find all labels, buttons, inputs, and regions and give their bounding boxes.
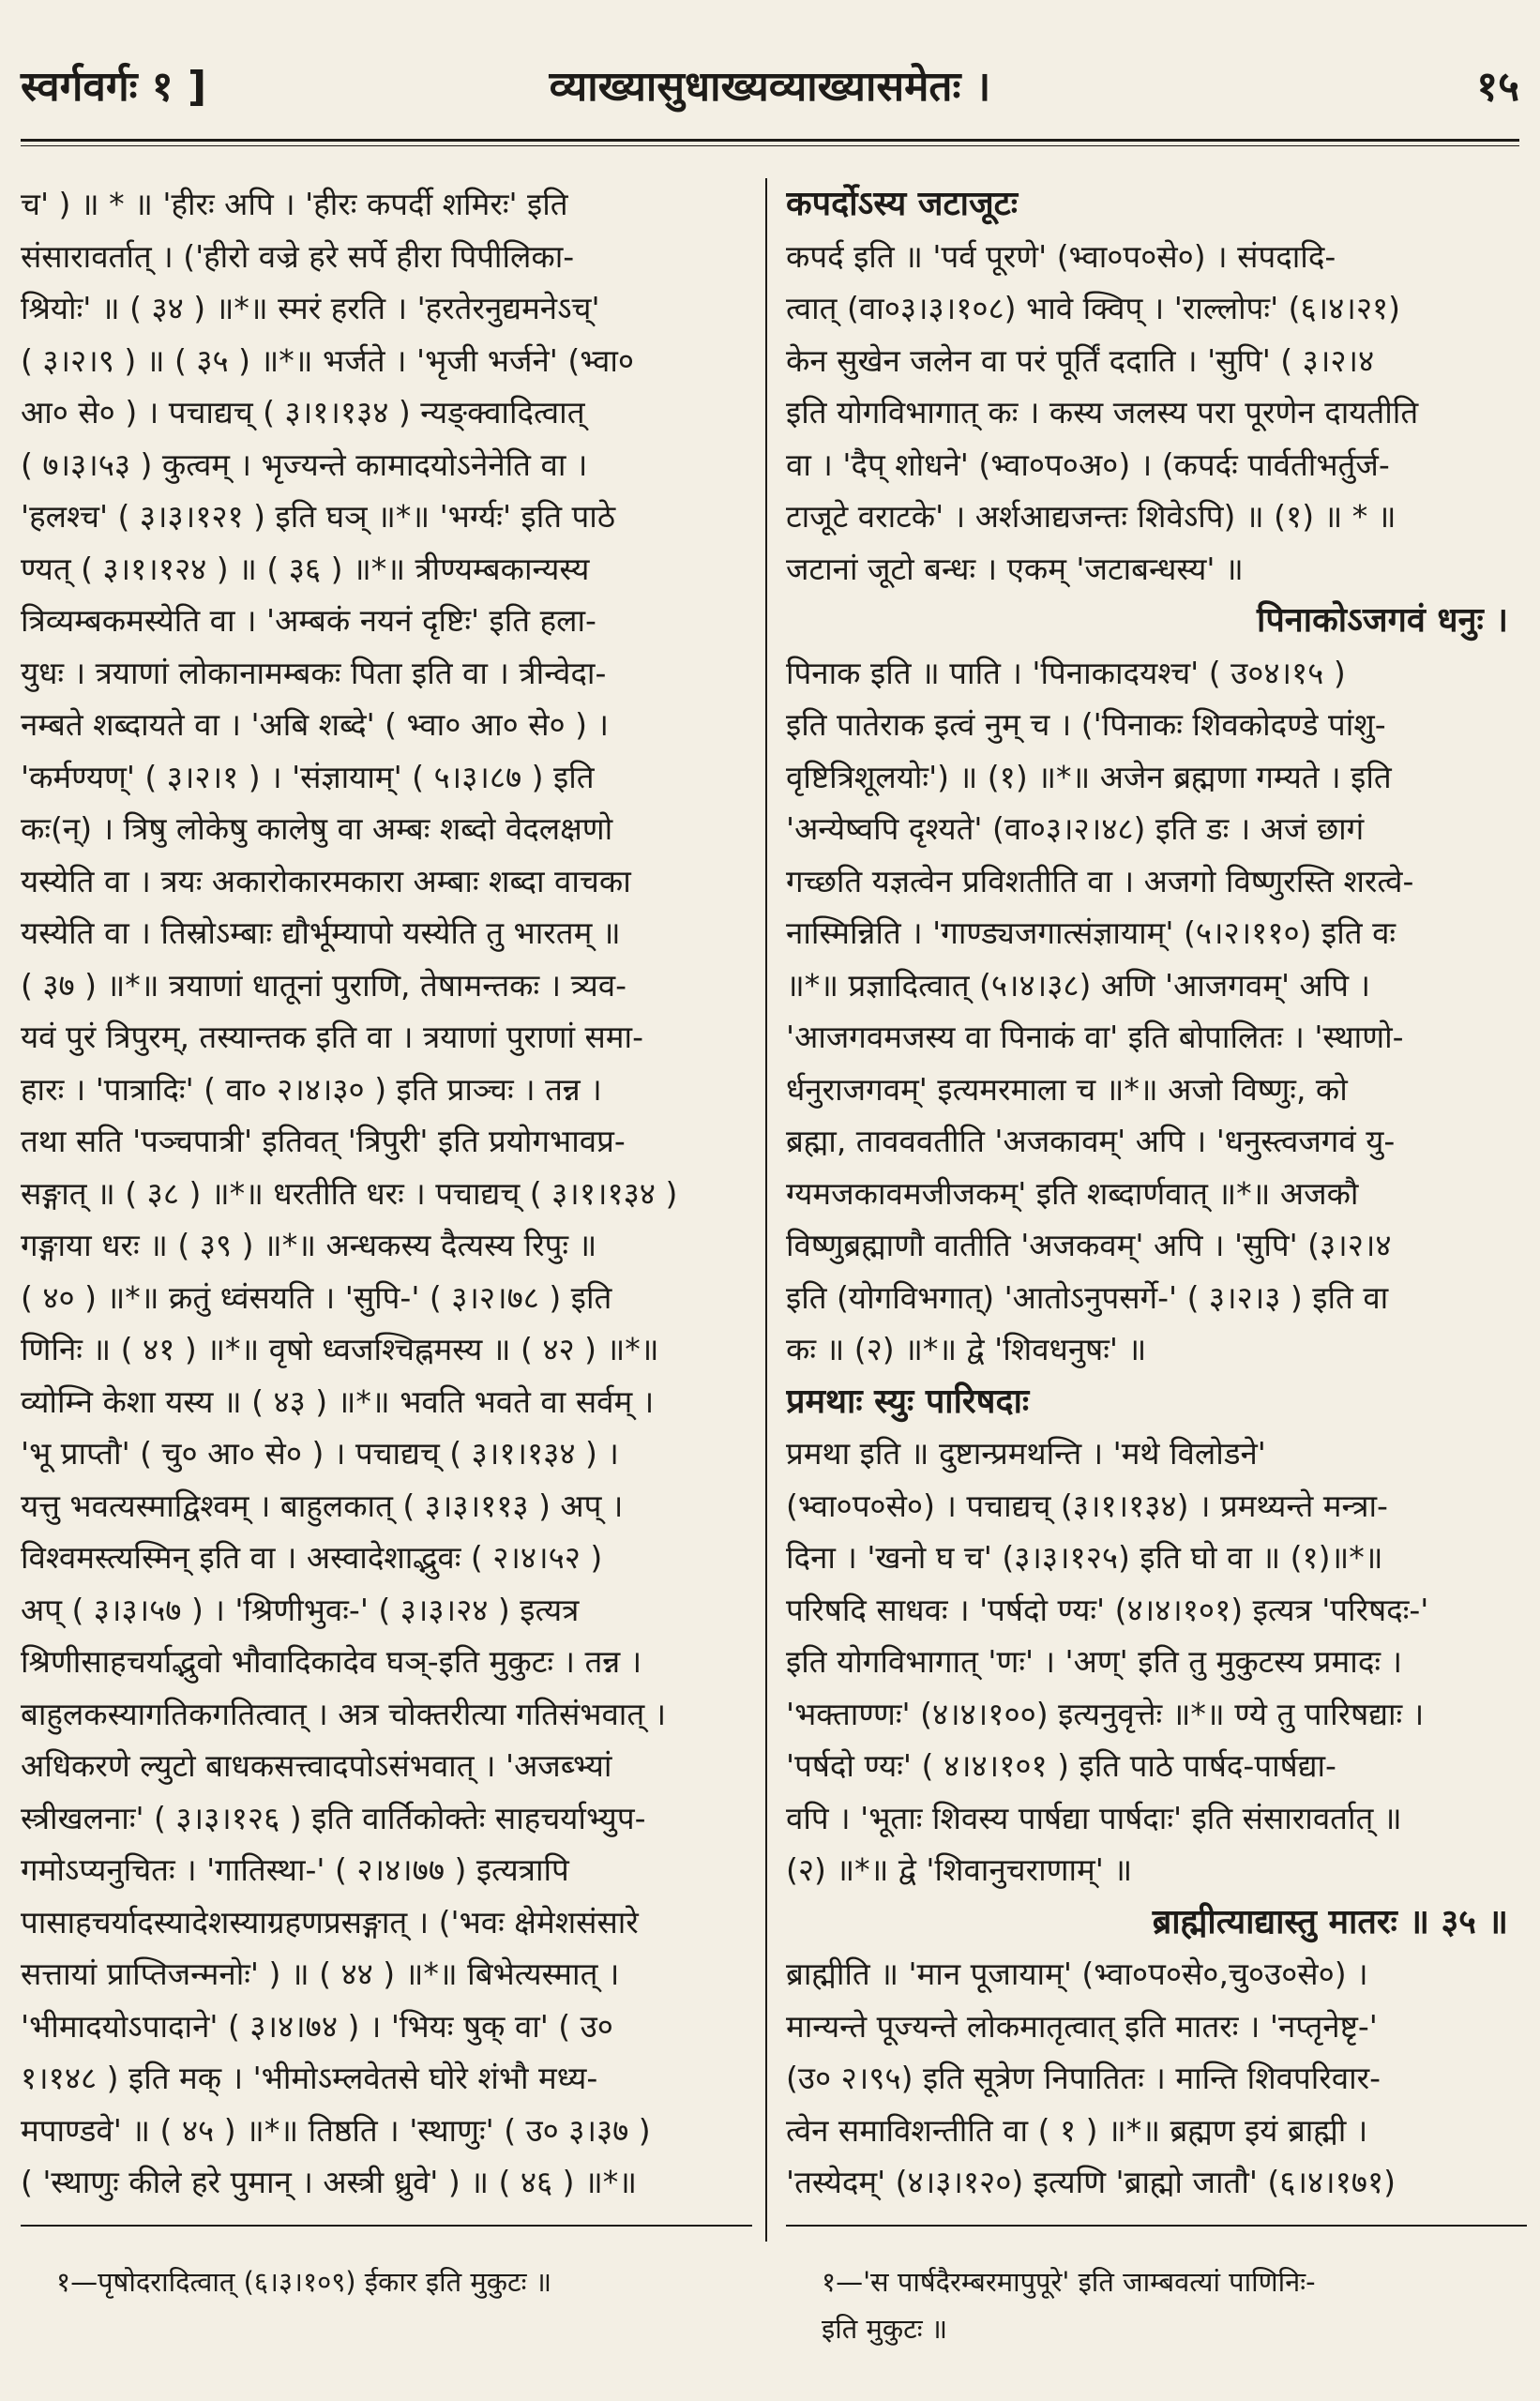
left-text-line: नम्बते शब्दायते वा । 'अबि शब्दे' ( भ्वा० आ० से० ) । bbox=[21, 706, 610, 743]
right-text-line: प्रमथा इति ॥ दुष्टान्प्रमथन्ति । 'मथे विलोडने' bbox=[786, 1435, 1266, 1472]
right-text-line: दिना । 'खनो घ च' (३।३।१२५) इति घो वा ॥ (१)॥*॥ bbox=[786, 1539, 1383, 1576]
left-text-line: 'भू प्राप्तौ' ( चु० आ० से० ) । पचाद्यच् ( ३।१।१३४ ) । bbox=[21, 1435, 619, 1472]
right-text-line: टाजूटे वराटके' । अर्शआद्यजन्तः शिवेऽपि) ॥ (१) ॥ * ॥ bbox=[786, 498, 1397, 535]
right-text-line: (२) ॥*॥ द्वे 'शिवानुचराणाम्' ॥ bbox=[786, 1851, 1133, 1888]
left-text-line: संसारावर्तात् । ('हीरो वज्रे हरे सर्पे हीरा पिपीलिका- bbox=[21, 237, 575, 275]
left-text-line: 'हलश्च' ( ३।३।१२१ ) इति घञ् ॥*॥ 'भर्ग्यः' इति पाठे bbox=[21, 498, 616, 535]
left-text-line bbox=[21, 2209, 752, 2214]
right-text-line: वृष्टित्रिशूलयोः') ॥ (१) ॥*॥ अजेन ब्रह्मणा गम्यते । इति bbox=[786, 758, 1392, 795]
footnote-left bbox=[56, 2258, 750, 2305]
section-label: स्वर्गवर्गः १ ] bbox=[21, 63, 207, 111]
right-text-line: केन सुखेन जलेन वा परं पूर्तिं ददाति । 'सुपि' ( ३।२।४ bbox=[786, 341, 1375, 379]
left-text-line: गङ्गाया धरः ॥ ( ३९ ) ॥*॥ अन्धकस्य दैत्यस्य रिपुः ॥ bbox=[21, 1227, 597, 1263]
right-text-line: वा । 'दैप् शोधने' (भ्वा०प०अ०) । (कपर्दः पार्वतीभर्तुर्ज- bbox=[786, 445, 1390, 483]
left-text-line: ( ७।३।५३ ) कुत्वम् । भृज्यन्ते कामादयोऽनेनेति वा । bbox=[21, 445, 588, 483]
right-text-line: इति योगविभागात् कः । कस्य जलस्य परा पूरणेन दायतीति bbox=[786, 394, 1419, 430]
right-text-line: इति पातेराक इत्वं नुम् च । ('पिनाकः शिवकोदण्डे पांशु- bbox=[786, 706, 1386, 743]
left-text-line: सत्तायां प्राप्तिजन्मनोः' ) ॥ ( ४४ ) ॥*॥ बिभेत्यस्मात् । bbox=[21, 1956, 620, 1992]
left-text-line: अप् ( ३।३।५७ ) । 'श्रिणीभुवः-' ( ३।३।२४ ) इत्यत्र bbox=[21, 1591, 580, 1628]
right-text-line: परिषदि साधवः । 'पर्षदो ण्यः' (४।४।१०१) इत्यत्र 'परिषदः-' bbox=[786, 1591, 1429, 1628]
left-text-line: मपाण्डवे' ॥ ( ४५ ) ॥*॥ तिष्ठति । 'स्थाणुः' ( उ० ३।३७ ) bbox=[21, 2111, 651, 2149]
right-text-line: इति (योगविभगात्) 'आतोऽनुपसर्गे-' ( ३।२।३ ) इति वा bbox=[786, 1278, 1389, 1316]
right-text-line: 'अन्येष्वपि दृश्यते' (वा०३।२।४८) इति डः । अजं छागं bbox=[786, 810, 1365, 847]
left-text-line: बाहुलकस्यागतिकगतित्वात् । अत्र चोक्तरीत्या गतिसंभवात् । bbox=[21, 1695, 667, 1732]
left-text-line: 'भीमादयोऽपादाने' ( ३।४।७४ ) । 'भियः षुक् वा' ( उ० bbox=[21, 2007, 613, 2045]
right-column bbox=[786, 178, 1527, 2213]
left-text-line: यस्येति वा । तिस्रोऽम्बाः द्यौर्भूम्यापो यस्येति तु भारतम् ॥ bbox=[21, 914, 621, 951]
left-text-line: यवं पुरं त्रिपुरम्, तस्यान्तक इति वा । त्रयाणां पुराणां समा- bbox=[21, 1019, 643, 1055]
right-text-line: जटानां जूटो बन्धः । एकम् 'जटाबन्धस्य' ॥ bbox=[786, 550, 1244, 587]
right-text-line: मान्यन्ते पूज्यन्ते लोकमातृत्वात् इति मातरः । 'नप्तृनेष्टृ-' bbox=[786, 2007, 1378, 2045]
right-text-line: पिनाक इति ॥ पाति । 'पिनाकादयश्च' ( उ०४।१५ ) bbox=[786, 654, 1346, 691]
left-text-line: च' ) ॥ * ॥ 'हीरः अपि । 'हीरः कपर्दी शमिरः' इति bbox=[21, 186, 568, 222]
left-text-line: यत्तु भवत्यस्माद्विश्वम् । बाहुलकात् ( ३।३।११३ ) अप् । bbox=[21, 1487, 624, 1524]
right-text-line: ग्यमजकावमजीजकम्' इति शब्दार्णवात् ॥*॥ अजकौ bbox=[786, 1174, 1359, 1212]
footnote-right-line-1: १—'स पार्षदैरम्बरमापुपूरे' इति जाम्बवत्यां पाणिनिः- bbox=[822, 2266, 1316, 2298]
right-text-line: त्वात् (वा०३।३।१०८) भावे क्विप् । 'राल्लोपः' (६।४।२१) bbox=[786, 290, 1401, 326]
right-text-line: गच्छति यज्ञत्वेन प्रविशतीति वा । अजगो विष्णुरस्ति शरत्वे- bbox=[786, 862, 1414, 899]
right-text-line: 'भक्ताण्णः' (४।४।१००) इत्यनुवृत्तेः ॥*॥ ण्ये तु पारिषद्याः । bbox=[786, 1695, 1425, 1732]
left-text-line: कः(न्) । त्रिषु लोकेषु कालेषु वा अम्बः शब्दो वेदलक्षणो bbox=[21, 810, 613, 847]
verse-heading: प्रमथाः स्युः पारिषदाः bbox=[786, 1382, 1030, 1421]
left-column bbox=[21, 178, 752, 2213]
right-text-line: नास्मिन्निति । 'गाण्ड्यजगात्संज्ञायाम्' (५।२।११०) इति वः bbox=[786, 914, 1397, 951]
right-text-line: ॥*॥ प्रज्ञादित्वात् (५।४।३८) अणि 'आजगवम्' अपि । bbox=[786, 966, 1371, 1004]
right-text-line: र्धनुराजगवम्' इत्यमरमाला च ॥*॥ अजो विष्णुः, को bbox=[786, 1070, 1348, 1108]
verse-heading: ब्राह्मीत्याद्यास्तु मातरः ॥ ३५ ॥ bbox=[1152, 1902, 1508, 1941]
footnote-right bbox=[822, 2258, 1527, 2352]
right-text-line: 'तस्येदम्' (४।३।१२०) इत्यणि 'ब्राह्मो जातौ' (६।४।१७१) bbox=[786, 2164, 1396, 2200]
left-text-line: हारः । 'पात्रादिः' ( वा० २।४।३० ) इति प्राञ्चः । तन्न । bbox=[21, 1070, 602, 1108]
right-text-line: त्वेन समाविशन्तीति वा ( १ ) ॥*॥ ब्रह्मण इयं ब्राह्मी । bbox=[786, 2111, 1368, 2149]
verse-heading: पिनाकोऽजगवं धनुः । bbox=[1257, 601, 1508, 640]
left-text-line: अधिकरणे ल्युटो बाधकसत्त्वादपोऽसंभवात् । 'अजब्भ्यां bbox=[21, 1747, 612, 1784]
column-divider bbox=[765, 178, 767, 2242]
footnote-left-text: १—पृषोदरादित्वात् (६।३।१०९) ईकार इति मुकुटः ॥ bbox=[56, 2266, 552, 2298]
left-text-line: ( ३।२।९ ) ॥ ( ३५ ) ॥*॥ भर्जते । 'भृजी भर्जने' (भ्वा० bbox=[21, 341, 635, 379]
right-text-line: इति योगविभागात् 'णः' । 'अण्' इति तु मुकुटस्य प्रमादः । bbox=[786, 1643, 1403, 1680]
header-rule-thin bbox=[21, 145, 1519, 146]
page-header bbox=[21, 56, 1519, 131]
left-text-line: ण्यत् ( ३।१।१२४ ) ॥ ( ३६ ) ॥*॥ त्रीण्यम्बकान्यस्य bbox=[21, 550, 590, 587]
right-text-line: (भ्वा०प०से०) । पचाद्यच् (३।१।१३४) । प्रमथ्यन्ते मन्त्रा- bbox=[786, 1487, 1388, 1524]
right-text-line bbox=[786, 2209, 1527, 2214]
right-text-line: कः ॥ (२) ॥*॥ द्वे 'शिवधनुषः' ॥ bbox=[786, 1331, 1147, 1367]
left-text-line: आ० से० ) । पचाद्यच् ( ३।१।१३४ ) न्यङ्क्वादित्वात् bbox=[21, 394, 585, 430]
right-text-line: 'पर्षदो ण्यः' ( ४।४।१०१ ) इति पाठे पार्षद-पार्षद्या- bbox=[786, 1747, 1336, 1784]
left-text-line: ( ३७ ) ॥*॥ त्रयाणां धातूनां पुराणि, तेषामन्तकः । त्र्यव- bbox=[21, 966, 627, 1004]
footnote-rule-left bbox=[21, 2225, 752, 2227]
left-text-line: त्रिव्यम्बकमस्येति वा । 'अम्बकं नयनं दृष्टिः' इति हला- bbox=[21, 602, 596, 639]
left-text-line: श्रियोः' ॥ ( ३४ ) ॥*॥ स्मरं हरति । 'हरतेरनुद्यमनेऽच्' bbox=[21, 290, 600, 326]
right-text-line: ब्रह्मा, तावववतीति 'अजकावम्' अपि । 'धनुस्त्वजगवं यु- bbox=[786, 1123, 1396, 1159]
right-text-line: वपि । 'भूताः शिवस्य पार्षद्या पार्षदाः' इति संसारावर्तात् ॥ bbox=[786, 1799, 1402, 1836]
running-title: व्याख्यासुधाख्यव्याख्यासमेतः । bbox=[549, 63, 991, 111]
page-number: १५ bbox=[1476, 63, 1519, 111]
footnote-rule-right bbox=[786, 2225, 1527, 2227]
left-text-line: गमोऽप्यनुचितः । 'गातिस्था-' ( २।४।७७ ) इत्यत्रापि bbox=[21, 1851, 569, 1888]
left-text-line: १।१४८ ) इति मक् । 'भीमोऽम्लवेतसे घोरे शंभौ मध्य- bbox=[21, 2060, 598, 2096]
left-text-line: स्त्रीखलनाः' ( ३।३।१२६ ) इति वार्तिकोक्तेः साहचर्याभ्युप- bbox=[21, 1799, 646, 1836]
left-text-line: यस्येति वा । त्रयः अकारोकारमकारा अम्बाः शब्दा वाचका bbox=[21, 862, 631, 899]
left-text-line: श्रिणीसाहचर्याद्भुवो भौवादिकादेव घञ्-इति मुकुटः । तन्न । bbox=[21, 1643, 642, 1680]
left-text-line: तथा सति 'पञ्चपात्री' इतिवत् 'त्रिपुरी' इति प्रयोगभावप्र- bbox=[21, 1123, 626, 1159]
verse-heading: कपर्दोऽस्य जटाजूटः bbox=[786, 185, 1019, 223]
right-text-line: विष्णुब्रह्माणौ वातीति 'अजकवम्' अपि । 'सुपि' (३।२।४ bbox=[786, 1227, 1392, 1263]
left-text-line: विश्वमस्त्यस्मिन् इति वा । अस्वादेशाद्भुवः ( २।४।५२ ) bbox=[21, 1539, 603, 1576]
left-text-line: पासाहचर्यादस्यादेशस्याग्रहणप्रसङ्गात् । ('भवः क्षेमेशसंसारे bbox=[21, 1903, 639, 1940]
left-text-line: णिनिः ॥ ( ४१ ) ॥*॥ वृषो ध्वजश्चिह्नमस्य ॥ ( ४२ ) ॥*॥ bbox=[21, 1331, 659, 1367]
left-text-line: सङ्गात् ॥ ( ३८ ) ॥*॥ धरतीति धरः । पचाद्यच् ( ३।१।१३४ ) bbox=[21, 1174, 678, 1212]
left-text-line: 'कर्मण्यण्' ( ३।२।१ ) । 'संज्ञायाम्' ( ५।३।८७ ) इति bbox=[21, 758, 595, 795]
left-text-line: ( ४० ) ॥*॥ क्रतुं ध्वंसयति । 'सुपि-' ( ३।२।७८ ) इति bbox=[21, 1278, 612, 1316]
right-text-line: कपर्द इति ॥ 'पर्व पूरणे' (भ्वा०प०से०) । संपदादि- bbox=[786, 237, 1336, 275]
right-text-line: (उ० २।९५) इति सूत्रेण निपातितः । मान्ति शिवपरिवार- bbox=[786, 2060, 1381, 2096]
header-rule bbox=[21, 139, 1519, 142]
left-text-line: ( 'स्थाणुः कीले हरे पुमान् । अस्त्री ध्रुवे' ) ॥ ( ४६ ) ॥*॥ bbox=[21, 2164, 638, 2200]
left-text-line: व्योम्नि केशा यस्य ॥ ( ४३ ) ॥*॥ भवति भवते वा सर्वम् । bbox=[21, 1382, 655, 1420]
right-text-line: ब्राह्मीति ॥ 'मान पूजायाम्' (भ्वा०प०से०,चु०उ०से०) । bbox=[786, 1956, 1368, 1992]
right-text-line: 'आजगवमजस्य वा पिनाकं वा' इति बोपालितः । 'स्थाणो- bbox=[786, 1019, 1404, 1055]
footnote-right-line-2: इति मुकुटः ॥ bbox=[822, 2313, 948, 2345]
left-text-line: युधः । त्रयाणां लोकानामम्बकः पिता इति वा । त्रीन्वेदा- bbox=[21, 654, 607, 691]
